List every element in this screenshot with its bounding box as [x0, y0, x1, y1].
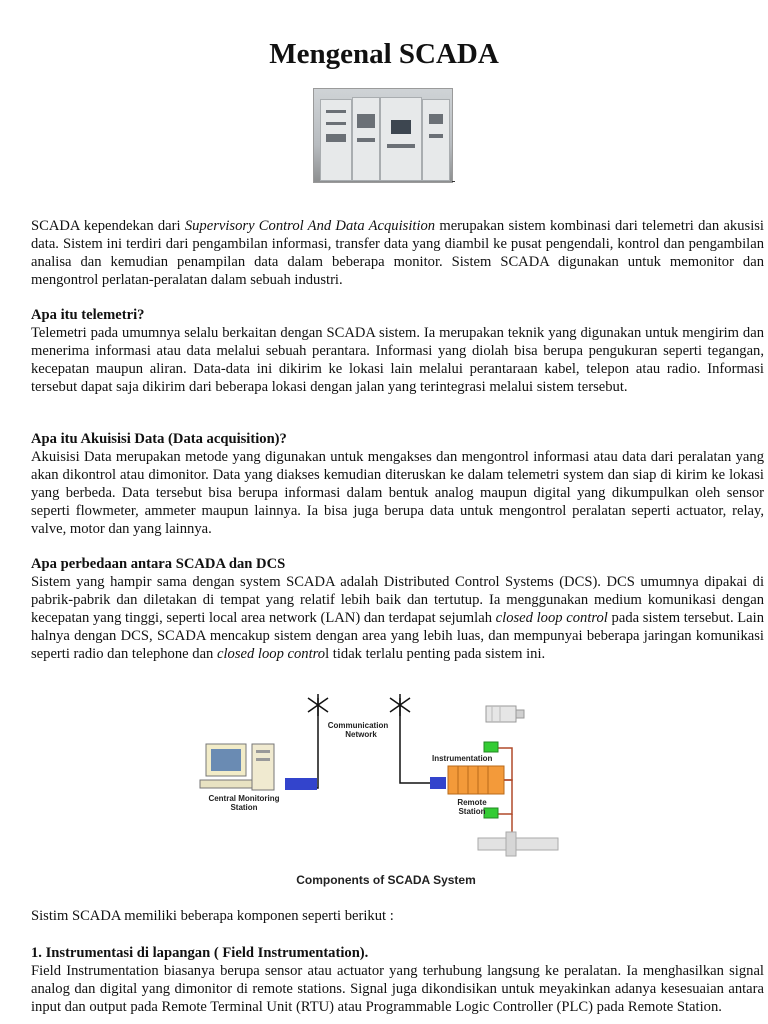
rtu-icon: [448, 766, 504, 794]
label-remote: Remote: [457, 798, 487, 807]
antenna-icon-2: [390, 694, 410, 716]
section-heading-telemetri: Apa itu telemetri?: [31, 307, 145, 323]
motor-icon: [486, 706, 524, 722]
label-network: Communication: [327, 721, 389, 730]
antenna-icon: [308, 694, 328, 716]
section-heading-akuisisi: Apa itu Akuisisi Data (Data acquisition)?: [31, 431, 287, 447]
label-central: Central Monitoring: [208, 794, 280, 803]
label-instrumentation: Instrumentation: [432, 754, 493, 763]
section-body-akuisisi: Akuisisi Data merupakan metode yang digunakan untuk mengakses dan mengontrol informasi atau data dari peralatan yang akan dikontrol atau dimonitor. Data yang diakses kemudian diteruskan ke dalam telemetri system dan siap di kirim ke lokasi yang berbeda. Data tersebut bisa berupa informasi dalam bentuk analog maupun digital yang dikumpulkan oleh sensor seperti flowmeter, ammeter maupun lainnya. Ia bisa juga berupa data untuk mengontrol peralatan seperti actuator, relay, valve, motor dan yang lainnya.: [31, 449, 764, 538]
components-intro: Sistim SCADA memiliki beberapa komponen seperti berikut :: [31, 908, 394, 924]
sensor-icon: [484, 742, 498, 752]
modem-icon-remote: [430, 777, 446, 789]
component-1-body: Field Instrumentation biasanya berupa sensor atau actuator yang terhubung langsung ke peralatan. Ia menghasilkan signal analog dan digital yang dimonitor di remote stations. Signal juga dikondisikan untuk meyakinkan adanya kesesuaian antara input dan output pada Remote Terminal Unit (RTU) atau Programmable Logic Controller (PLC) pada Remote Station.: [31, 963, 764, 1016]
section-heading-dcs: Apa perbedaan antara SCADA dan DCS: [31, 556, 286, 572]
label-remote-2: Station: [458, 807, 486, 816]
section-body-dcs: Sistem yang hampir sama dengan system SCADA adalah Distributed Control Systems (DCS). DCS umumnya dipakai di pabrik-pabrik dan diletakan di tempat yang relatif lebih baik dan tertutup. Ia menggunakan medium komunikasi dengan kecepatan yang tinggi, seperti local area network (LAN) dan terdapat sejumlah closed loop control pada sistem tersebut. Lain halnya dengan DCS, SCADA mencakup sistem dengan area yang lebih luas, dan mempunyai beberapa jaringan komunikasi seperti radio dan telephone dan closed loop control tidak terlalu penting pada sistem ini.: [31, 574, 765, 663]
scada-cabinet-photo: [313, 88, 453, 183]
scada-components-diagram: [168, 688, 568, 898]
computer-icon: [200, 744, 274, 790]
sensor-icon-2: [484, 808, 498, 818]
pipe-icon: [478, 832, 558, 856]
label-central-2: Station: [230, 803, 258, 812]
component-1-heading: 1. Instrumentasi di lapangan ( Field Instrumentation).: [31, 945, 369, 961]
network-line-2: [400, 698, 430, 783]
intro-paragraph: SCADA kependekan dari Supervisory Control And Data Acquisition merupakan sistem kombinasi dari telemetri dan akusisi data. Sistem ini terdiri dari pengambilan informasi, transfer data yang diambil ke pusat pengendali, kontrol dan pengambilan analisa dan kemudian penampilan data dalam beberapa monitor. Sistem SCADA digunakan untuk memonitor dan mengontrol perlatan-peralatan dalam sebuah industri.: [31, 218, 764, 289]
diagram-caption: Components of SCADA System: [296, 873, 476, 887]
image-marker: [452, 181, 455, 182]
section-body-telemetri: Telemetri pada umumnya selalu berkaitan dengan SCADA sistem. Ia merupakan teknik yang digunakan untuk mengirim dan menerima informasi atau data melalui sebuah perantara. Informasi yang diolah bisa berupa pengukuran seperti tegangan, kecepatan maupun aliran. Data-data ini dikirim ke lokasi lain melalui perantaraan kabel, telepon atau radio. Informasi tersebut dapat saja dikirim dari beberapa lokasi dengan jalan yang terintegrasi melalui sistem tersebut.: [31, 325, 764, 396]
network-line: [285, 698, 318, 788]
label-network-2: Network: [345, 730, 377, 739]
page-title: Mengenal SCADA: [269, 38, 499, 70]
modem-icon: [285, 778, 317, 790]
